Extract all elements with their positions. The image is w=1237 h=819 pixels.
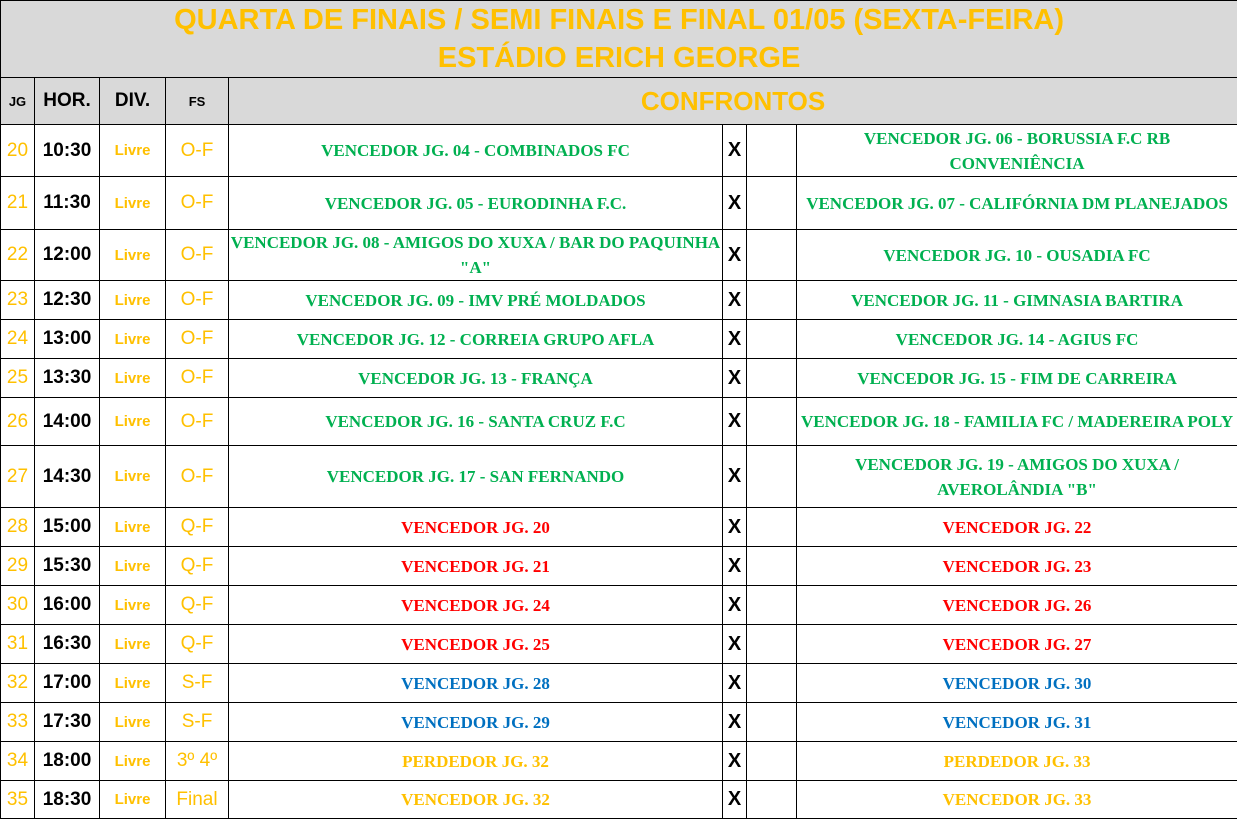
match-number: 21 <box>1 177 35 230</box>
spacer-cell <box>747 547 797 586</box>
match-number: 34 <box>1 742 35 781</box>
spacer-cell <box>747 664 797 703</box>
home-team: VENCEDOR JG. 13 - FRANÇA <box>229 359 723 398</box>
match-time: 13:30 <box>35 359 100 398</box>
match-number: 22 <box>1 230 35 281</box>
away-team: VENCEDOR JG. 15 - FIM DE CARREIRA <box>797 359 1237 398</box>
versus-mark: X <box>723 586 747 625</box>
match-division: Livre <box>100 703 166 742</box>
match-number: 29 <box>1 547 35 586</box>
match-phase: 3º 4º <box>166 742 229 781</box>
match-number: 33 <box>1 703 35 742</box>
versus-mark: X <box>723 359 747 398</box>
spacer-cell <box>747 125 797 177</box>
header-confrontos: CONFRONTOS <box>229 78 1237 125</box>
home-team: VENCEDOR JG. 29 <box>229 703 723 742</box>
match-time: 16:30 <box>35 625 100 664</box>
spacer-cell <box>747 359 797 398</box>
match-number: 32 <box>1 664 35 703</box>
match-number: 28 <box>1 508 35 547</box>
match-phase: O-F <box>166 398 229 446</box>
match-number: 20 <box>1 125 35 177</box>
spacer-cell <box>747 586 797 625</box>
spacer-cell <box>747 742 797 781</box>
match-row <box>1 547 1237 586</box>
spacer-cell <box>747 446 797 508</box>
match-row <box>1 664 1237 703</box>
match-phase: O-F <box>166 359 229 398</box>
versus-mark: X <box>723 742 747 781</box>
match-number: 27 <box>1 446 35 508</box>
match-row <box>1 177 1237 230</box>
versus-mark: X <box>723 508 747 547</box>
match-time: 12:30 <box>35 281 100 320</box>
versus-mark: X <box>723 398 747 446</box>
home-team: VENCEDOR JG. 24 <box>229 586 723 625</box>
header-jg: JG <box>1 78 35 125</box>
match-phase: S-F <box>166 703 229 742</box>
match-number: 35 <box>1 781 35 819</box>
header-row <box>1 78 1237 125</box>
match-division: Livre <box>100 508 166 547</box>
spacer-cell <box>747 230 797 281</box>
away-team: VENCEDOR JG. 33 <box>797 781 1237 819</box>
versus-mark: X <box>723 781 747 819</box>
match-number: 25 <box>1 359 35 398</box>
match-phase: O-F <box>166 177 229 230</box>
away-team: VENCEDOR JG. 07 - CALIFÓRNIA DM PLANEJADOS <box>797 177 1237 230</box>
home-team: VENCEDOR JG. 17 - SAN FERNANDO <box>229 446 723 508</box>
match-phase: O-F <box>166 281 229 320</box>
match-division: Livre <box>100 125 166 177</box>
versus-mark: X <box>723 177 747 230</box>
versus-mark: X <box>723 664 747 703</box>
spacer-cell <box>747 320 797 359</box>
match-row <box>1 320 1237 359</box>
versus-mark: X <box>723 547 747 586</box>
match-number: 30 <box>1 586 35 625</box>
match-division: Livre <box>100 398 166 446</box>
match-phase: Q-F <box>166 547 229 586</box>
home-team: VENCEDOR JG. 28 <box>229 664 723 703</box>
header-hor: HOR. <box>35 78 100 125</box>
home-team: VENCEDOR JG. 09 - IMV PRÉ MOLDADOS <box>229 281 723 320</box>
title-cell <box>1 1 1237 78</box>
match-row <box>1 398 1237 446</box>
match-division: Livre <box>100 359 166 398</box>
spacer-cell <box>747 703 797 742</box>
home-team: VENCEDOR JG. 20 <box>229 508 723 547</box>
match-time: 13:00 <box>35 320 100 359</box>
header-fs: FS <box>166 78 229 125</box>
match-number: 23 <box>1 281 35 320</box>
match-phase: Q-F <box>166 586 229 625</box>
match-time: 14:00 <box>35 398 100 446</box>
match-row <box>1 742 1237 781</box>
match-division: Livre <box>100 230 166 281</box>
match-phase: O-F <box>166 230 229 281</box>
away-team: PERDEDOR JG. 33 <box>797 742 1237 781</box>
versus-mark: X <box>723 625 747 664</box>
away-team: VENCEDOR JG. 31 <box>797 703 1237 742</box>
versus-mark: X <box>723 703 747 742</box>
home-team: VENCEDOR JG. 05 - EURODINHA F.C. <box>229 177 723 230</box>
away-team: VENCEDOR JG. 19 - AMIGOS DO XUXA / AVEROLÂNDIA "B" <box>797 446 1237 508</box>
spacer-cell <box>747 508 797 547</box>
match-number: 26 <box>1 398 35 446</box>
home-team: PERDEDOR JG. 32 <box>229 742 723 781</box>
match-time: 15:30 <box>35 547 100 586</box>
away-team: VENCEDOR JG. 23 <box>797 547 1237 586</box>
spacer-cell <box>747 177 797 230</box>
versus-mark: X <box>723 125 747 177</box>
home-team: VENCEDOR JG. 21 <box>229 547 723 586</box>
home-team: VENCEDOR JG. 25 <box>229 625 723 664</box>
match-phase: O-F <box>166 125 229 177</box>
match-number: 31 <box>1 625 35 664</box>
match-row <box>1 508 1237 547</box>
match-row <box>1 125 1237 177</box>
match-division: Livre <box>100 547 166 586</box>
match-phase: S-F <box>166 664 229 703</box>
away-team: VENCEDOR JG. 10 - OUSADIA FC <box>797 230 1237 281</box>
away-team: VENCEDOR JG. 18 - FAMILIA FC / MADEREIRA POLY <box>797 398 1237 446</box>
match-time: 18:30 <box>35 781 100 819</box>
home-team: VENCEDOR JG. 12 - CORREIA GRUPO AFLA <box>229 320 723 359</box>
match-row <box>1 281 1237 320</box>
match-division: Livre <box>100 320 166 359</box>
away-team: VENCEDOR JG. 14 - AGIUS FC <box>797 320 1237 359</box>
match-division: Livre <box>100 664 166 703</box>
match-division: Livre <box>100 177 166 230</box>
match-time: 14:30 <box>35 446 100 508</box>
spacer-cell <box>747 398 797 446</box>
away-team: VENCEDOR JG. 06 - BORUSSIA F.C RB CONVENIÊNCIA <box>797 125 1237 177</box>
match-time: 17:30 <box>35 703 100 742</box>
match-row <box>1 230 1237 281</box>
match-row <box>1 625 1237 664</box>
away-team: VENCEDOR JG. 30 <box>797 664 1237 703</box>
versus-mark: X <box>723 320 747 359</box>
match-division: Livre <box>100 281 166 320</box>
spacer-cell <box>747 281 797 320</box>
match-time: 16:00 <box>35 586 100 625</box>
match-phase: O-F <box>166 446 229 508</box>
match-time: 11:30 <box>35 177 100 230</box>
match-row <box>1 703 1237 742</box>
match-division: Livre <box>100 781 166 819</box>
match-time: 10:30 <box>35 125 100 177</box>
away-team: VENCEDOR JG. 11 - GIMNASIA BARTIRA <box>797 281 1237 320</box>
match-phase: Final <box>166 781 229 819</box>
spacer-cell <box>747 625 797 664</box>
match-phase: Q-F <box>166 625 229 664</box>
title-row <box>1 1 1237 78</box>
away-team: VENCEDOR JG. 27 <box>797 625 1237 664</box>
home-team: VENCEDOR JG. 32 <box>229 781 723 819</box>
home-team: VENCEDOR JG. 08 - AMIGOS DO XUXA / BAR DO PAQUINHA "A" <box>229 230 723 281</box>
match-row <box>1 446 1237 508</box>
match-time: 15:00 <box>35 508 100 547</box>
title-line-1: QUARTA DE FINAIS / SEMI FINAIS E FINAL 01/05 (SEXTA-FEIRA) <box>1 1 1237 39</box>
match-time: 12:00 <box>35 230 100 281</box>
match-time: 18:00 <box>35 742 100 781</box>
versus-mark: X <box>723 281 747 320</box>
match-division: Livre <box>100 586 166 625</box>
match-phase: O-F <box>166 320 229 359</box>
away-team: VENCEDOR JG. 26 <box>797 586 1237 625</box>
home-team: VENCEDOR JG. 04 - COMBINADOS FC <box>229 125 723 177</box>
match-division: Livre <box>100 742 166 781</box>
match-row <box>1 359 1237 398</box>
match-phase: Q-F <box>166 508 229 547</box>
title-line-2: ESTÁDIO ERICH GEORGE <box>1 39 1237 77</box>
home-team: VENCEDOR JG. 16 - SANTA CRUZ F.C <box>229 398 723 446</box>
away-team: VENCEDOR JG. 22 <box>797 508 1237 547</box>
match-division: Livre <box>100 625 166 664</box>
match-time: 17:00 <box>35 664 100 703</box>
match-division: Livre <box>100 446 166 508</box>
versus-mark: X <box>723 230 747 281</box>
versus-mark: X <box>723 446 747 508</box>
match-row <box>1 586 1237 625</box>
match-number: 24 <box>1 320 35 359</box>
header-div: DIV. <box>100 78 166 125</box>
